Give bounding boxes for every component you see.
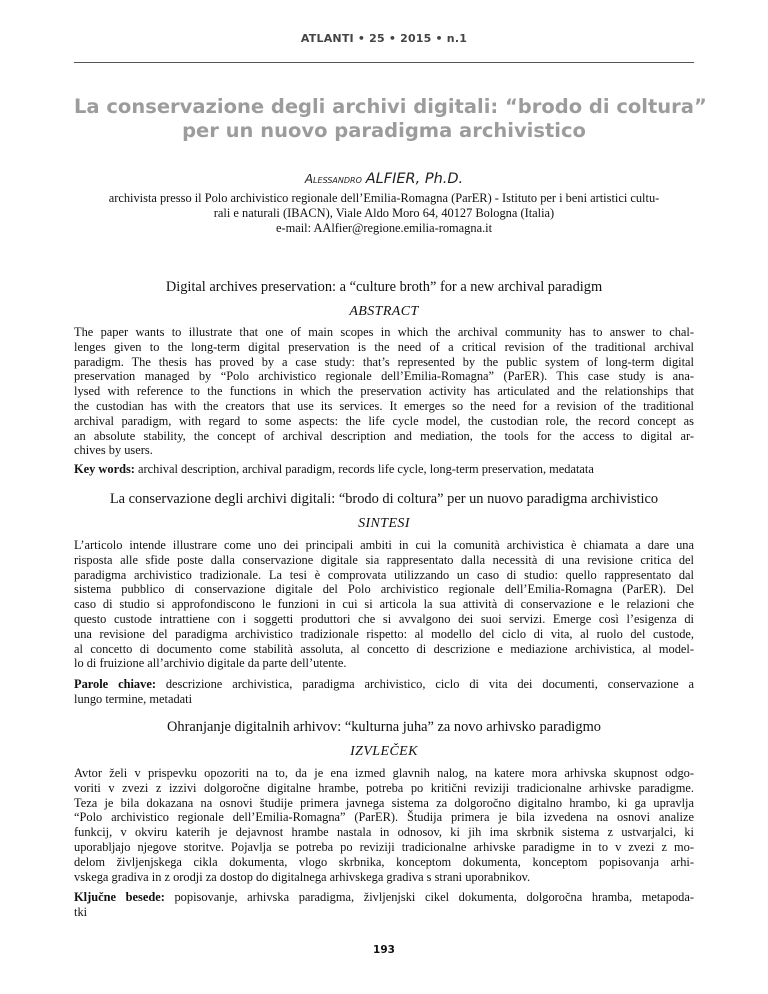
izvlecek-line: funkcij, v okviru katerih je dejavnost hrambe nastala in odnosov, ki jih ima skrbnik sistema z ustvarjalci, ki xyxy=(74,825,694,840)
italian-keywords xyxy=(74,677,694,707)
sintesi-line: lo di fruizione all’archivio digitale da parte dell’utente. xyxy=(74,656,347,671)
author-last-name: ALFIER, Ph.D. xyxy=(365,171,464,187)
keywords-line xyxy=(74,890,694,905)
abstract-line: chives by users. xyxy=(74,443,153,458)
sintesi-line: questo custode intrattiene con i soggetti produttori che si avvalgono dei suoi servizi. Emerge così l’esigenza di xyxy=(74,611,694,626)
izvlecek-line: delom življenjskega cikla dokumenta, vlogo skrbnika, konceptom dokumenta, konceptom popisovanja arhi- xyxy=(74,854,694,869)
izvlecek-heading: IZVLEČEK xyxy=(350,744,418,759)
abstract-line: preservation managed by “Polo archivistico regionale dell’Emilia-Romagna” (ParER). This case study is ana- xyxy=(74,369,694,384)
title-line: La conservazione degli archivi digitali: “brodo di coltura” xyxy=(74,95,707,118)
author-affiliation xyxy=(74,191,694,236)
keywords-text: popisovanje, arhivska paradigma, življenjski cikel dokumenta, dolgoročna hramba, metapoda- xyxy=(164,890,694,904)
running-head: ATLANTI • 25 • 2015 • n.1 xyxy=(300,32,468,45)
abstract-line: archival paradigm, with regard to some aspects: the life cycle model, the custodian role, the record concept as xyxy=(74,413,694,428)
abstract-heading: ABSTRACT xyxy=(349,304,419,319)
sintesi-line: al concetto di documento come stabilità assoluta, al concetto di descrizione e mediazione archivistica, al model- xyxy=(74,641,694,656)
keywords-label: Parole chiave: xyxy=(74,677,156,691)
abstract-line: lenges given to the long-term digital preservation is the need of a critical revision of the traditional archival xyxy=(74,339,694,354)
author-email: e-mail: AAlfier@regione.emilia-romagna.it xyxy=(275,221,493,235)
abstract-line: lysed with reference to the functions in which the preservation activity has articulated and the relationships that xyxy=(74,384,694,399)
abstract-line: an absolute stability, the concept of archival description and mediation, the tools for the access to digital ar- xyxy=(74,428,694,443)
affiliation-line: archivista presso il Polo archivistico regionale dell’Emilia-Romagna (ParER) - Istituto per i beni artistici cultu- xyxy=(108,191,660,205)
abstract-body xyxy=(74,325,694,458)
sintesi-line: risposta alle sfide poste dalla conservazione digitale sia rappresentato dalla necessità di una revisione critica del xyxy=(74,552,694,567)
sintesi-line: caso di studio si approfondiscono le funzioni in cui si articola la sua attività di conservazione e le relazioni che xyxy=(74,597,694,612)
izvlecek-line: voriti v zvezi z izzivi dolgoročne digitalne hrambe, potreba po kritični reviziji tradicionalne arhivske paradigme. xyxy=(74,780,694,795)
english-keywords xyxy=(74,462,694,477)
title-line: per un nuovo paradigma archivistico xyxy=(182,119,586,142)
keywords-text: descrizione archivistica, paradigma archivistico, ciclo di vita dei documenti, conservazione a xyxy=(155,677,695,691)
abstract-line: the custodian has with the creators that use its services. It emerges so the need for a revision of the traditional xyxy=(74,398,694,413)
affiliation-line: rali e naturali (IBACN), Viale Aldo Moro 64, 40127 Bologna (Italia) xyxy=(213,206,555,220)
sintesi-line: sistema pubblico di conservazione digitale del Polo archivistico regionale dell’Emilia-Romagna (ParER). Del xyxy=(74,582,694,597)
sintesi-heading: SINTESI xyxy=(358,516,410,531)
slovene-keywords xyxy=(74,890,694,920)
keywords-label: Ključne besede: xyxy=(74,890,165,904)
izvlecek-line: Teza je bila dokazana na osnovi študije primera javnega sistema za dolgoročno digitalno hrambo, ki ga upravlja xyxy=(74,795,694,810)
keywords-line: tki xyxy=(74,904,88,919)
header-rule xyxy=(74,62,694,63)
izvlecek-line: uporabljajo njegove storitve. Pojavlja se potreba po reviziji tradicionalne arhivske paradigme in to v zvezi z mo- xyxy=(74,839,694,854)
izvlecek-body xyxy=(74,766,694,884)
article-title xyxy=(74,95,707,143)
slovene-title: Ohranjanje digitalnih arhivov: “kulturna juha” za novo arhivsko paradigmo xyxy=(167,719,601,735)
keywords-line: lungo termine, metadati xyxy=(74,691,193,706)
izvlecek-line: “Polo archivistico regionale dell’Emilia-Romagna” (ParER). Študija primera je bila izvedena na osnovi analize xyxy=(74,810,694,825)
author-first-name: Alessandro xyxy=(304,172,362,186)
author-name xyxy=(74,171,694,187)
page-number: 193 xyxy=(373,944,395,956)
izvlecek-line: Avtor želi v prispevku opozoriti na to, da je ena izmed glavnih nalog, na katere mora arhivska skupnost odgo- xyxy=(74,766,694,780)
sintesi-line: paradigma archivistico tradizionale. La tesi è comprovata utilizzando un caso di studio: quello rappresentato dal xyxy=(74,567,694,582)
izvlecek-line: vskega gradiva in z orodji za dostop do digitalnega arhivskega gradiva s strani uporabnikov. xyxy=(74,869,531,884)
sintesi-body xyxy=(74,538,694,671)
keywords-line xyxy=(74,677,694,692)
keywords-text: archival description, archival paradigm, records life cycle, long-term preservation, medatata xyxy=(134,462,594,476)
sintesi-line: L’articolo intende illustrare come uno dei principali ambiti in cui la comunità archivistica è chiamata a dare una xyxy=(74,538,694,552)
english-title: Digital archives preservation: a “culture broth” for a new archival paradigm xyxy=(165,279,603,295)
keywords-label: Key words: xyxy=(74,462,135,476)
sintesi-line: una revisione del paradigma archivistico tradizionale rispetto: al modello del ciclo di vita, al ruolo del custode, xyxy=(74,626,694,641)
italian-title: La conservazione degli archivi digitali: “brodo di coltura” per un nuovo paradigma archivistico xyxy=(109,491,659,507)
abstract-line: The paper wants to illustrate that one of main scopes in which the archival community has to answer to chal- xyxy=(74,325,694,339)
abstract-line: paradigm. The thesis has proved by a case study: that’s represented by the public system of long-term digital xyxy=(74,354,694,369)
